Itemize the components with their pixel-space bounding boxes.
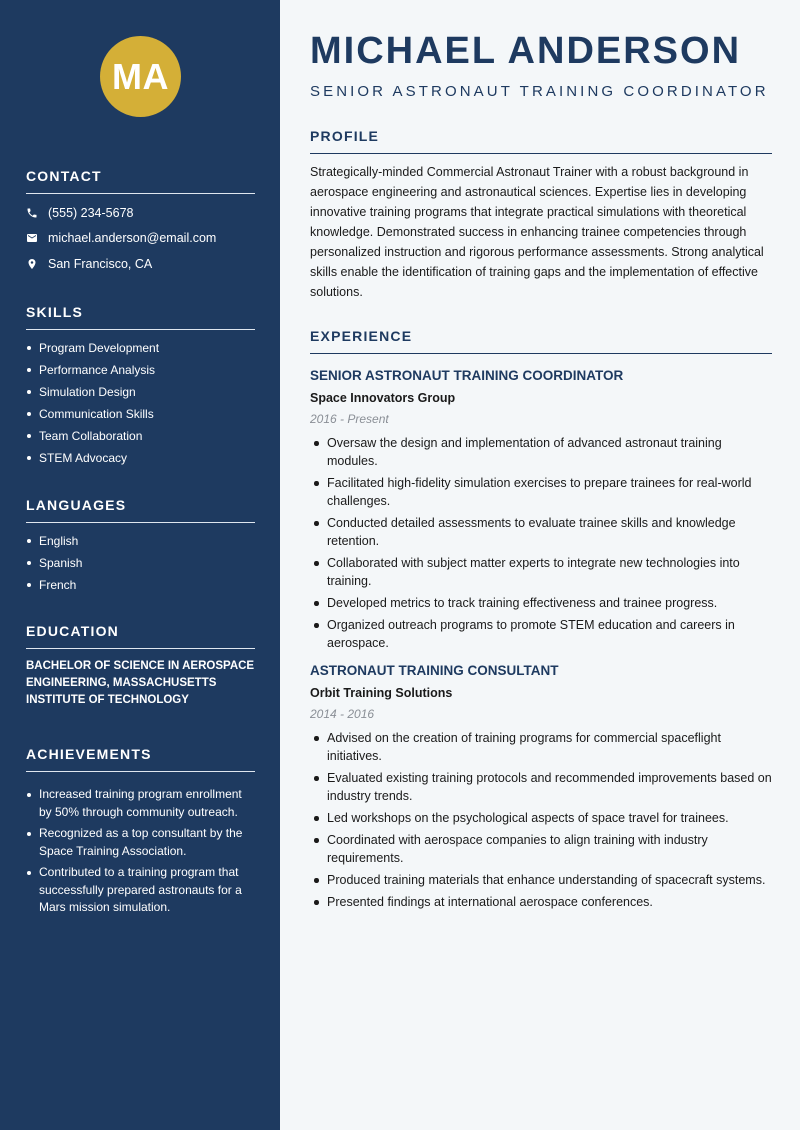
avatar: MA xyxy=(100,36,181,117)
job-duty: Produced training materials that enhance understanding of spacecraft systems. xyxy=(310,871,772,889)
skills-heading: SKILLS xyxy=(26,304,83,320)
phone-icon xyxy=(26,207,48,219)
job-duty: Led workshops on the psychological aspects of space travel for trainees. xyxy=(310,809,772,827)
contact-phone[interactable] xyxy=(26,200,255,226)
job-duty: Developed metrics to track training effectiveness and trainee progress. xyxy=(310,594,772,612)
email-icon xyxy=(26,232,48,244)
job-duty: Conducted detailed assessments to evaluate trainee skills and knowledge retention. xyxy=(310,514,772,550)
job-entry xyxy=(310,661,772,911)
achievement-item: Increased training program enrollment by 50% through community outreach. xyxy=(26,786,255,821)
job-entry xyxy=(310,366,772,652)
language-item: Spanish xyxy=(26,552,255,574)
job-duty: Evaluated existing training protocols and recommended improvements based on industry trends. xyxy=(310,769,772,805)
skill-item: Communication Skills xyxy=(26,403,255,425)
education-section xyxy=(26,620,255,709)
divider xyxy=(26,193,255,194)
languages-heading: LANGUAGES xyxy=(26,497,127,513)
job-role: ASTRONAUT TRAINING CONSULTANT xyxy=(310,663,559,678)
education-heading: EDUCATION xyxy=(26,623,119,639)
divider xyxy=(26,771,255,772)
contact-email-text: michael.anderson@email.com xyxy=(48,231,217,246)
contact-location-text: San Francisco, CA xyxy=(48,256,153,271)
job-company: Orbit Training Solutions xyxy=(310,686,453,700)
skill-item: Team Collaboration xyxy=(26,425,255,447)
profile-summary: Strategically-minded Commercial Astronaut Trainer with a robust background in aerospace engineering and astronautical sciences. Expertise lies in developing innovative training programs that integrate practical simulations with theoretical knowledge. Demonstrated success in enhancing trainee competencies through personalized instruction and rigorous performance assessments. Strong analytical skills enable the identification of training gaps and the implementation of effective solutions. xyxy=(310,165,764,299)
achievements-heading: ACHIEVEMENTS xyxy=(26,746,152,762)
job-duty: Advised on the creation of training programs for commercial spaceflight initiatives. xyxy=(310,729,772,765)
contact-email[interactable] xyxy=(26,226,255,252)
experience-section xyxy=(310,325,772,915)
location-pin-icon xyxy=(26,258,48,270)
candidate-name: MICHAEL ANDERSON xyxy=(310,30,742,72)
job-duty: Presented findings at international aerospace conferences. xyxy=(310,893,772,911)
candidate-title: SENIOR ASTRONAUT TRAINING COORDINATOR xyxy=(310,83,769,100)
job-company: Space Innovators Group xyxy=(310,391,456,405)
divider xyxy=(310,153,772,154)
contact-heading: CONTACT xyxy=(26,168,102,184)
contact-section xyxy=(26,165,255,277)
job-duty: Organized outreach programs to promote STEM education and careers in aerospace. xyxy=(310,616,772,652)
divider xyxy=(26,522,255,523)
education-degree: BACHELOR OF SCIENCE IN AEROSPACE ENGINEERING, MASSACHUSETTS INSTITUTE OF TECHNOLOGY xyxy=(26,660,255,706)
divider xyxy=(310,353,772,354)
contact-location xyxy=(26,251,255,277)
job-role: SENIOR ASTRONAUT TRAINING COORDINATOR xyxy=(310,368,624,383)
language-item: French xyxy=(26,574,255,596)
profile-section xyxy=(310,125,772,302)
language-item: English xyxy=(26,530,255,552)
skill-item: Program Development xyxy=(26,337,255,359)
job-duty: Oversaw the design and implementation of advanced astronaut training modules. xyxy=(310,434,772,470)
skill-item: Performance Analysis xyxy=(26,359,255,381)
profile-heading: PROFILE xyxy=(310,128,380,144)
divider xyxy=(26,648,255,649)
job-dates: 2016 - Present xyxy=(310,412,389,426)
skill-item: Simulation Design xyxy=(26,381,255,403)
achievements-section xyxy=(26,743,255,921)
achievement-item: Recognized as a top consultant by the Space Training Association. xyxy=(26,825,255,860)
sidebar xyxy=(0,0,280,1130)
job-duty: Collaborated with subject matter experts to integrate new technologies into training. xyxy=(310,554,772,590)
skills-section xyxy=(26,301,255,469)
languages-section xyxy=(26,494,255,596)
divider xyxy=(26,329,255,330)
skill-item: STEM Advocacy xyxy=(26,447,255,469)
job-dates: 2014 - 2016 xyxy=(310,707,375,721)
job-duty: Facilitated high-fidelity simulation exercises to prepare trainees for real-world challenges. xyxy=(310,474,772,510)
contact-phone-text: (555) 234-5678 xyxy=(48,205,134,220)
job-duty: Coordinated with aerospace companies to align training with industry requirements. xyxy=(310,831,772,867)
achievement-item: Contributed to a training program that successfully prepared astronauts for a Mars mission simulation. xyxy=(26,864,255,917)
experience-heading: EXPERIENCE xyxy=(310,328,413,344)
